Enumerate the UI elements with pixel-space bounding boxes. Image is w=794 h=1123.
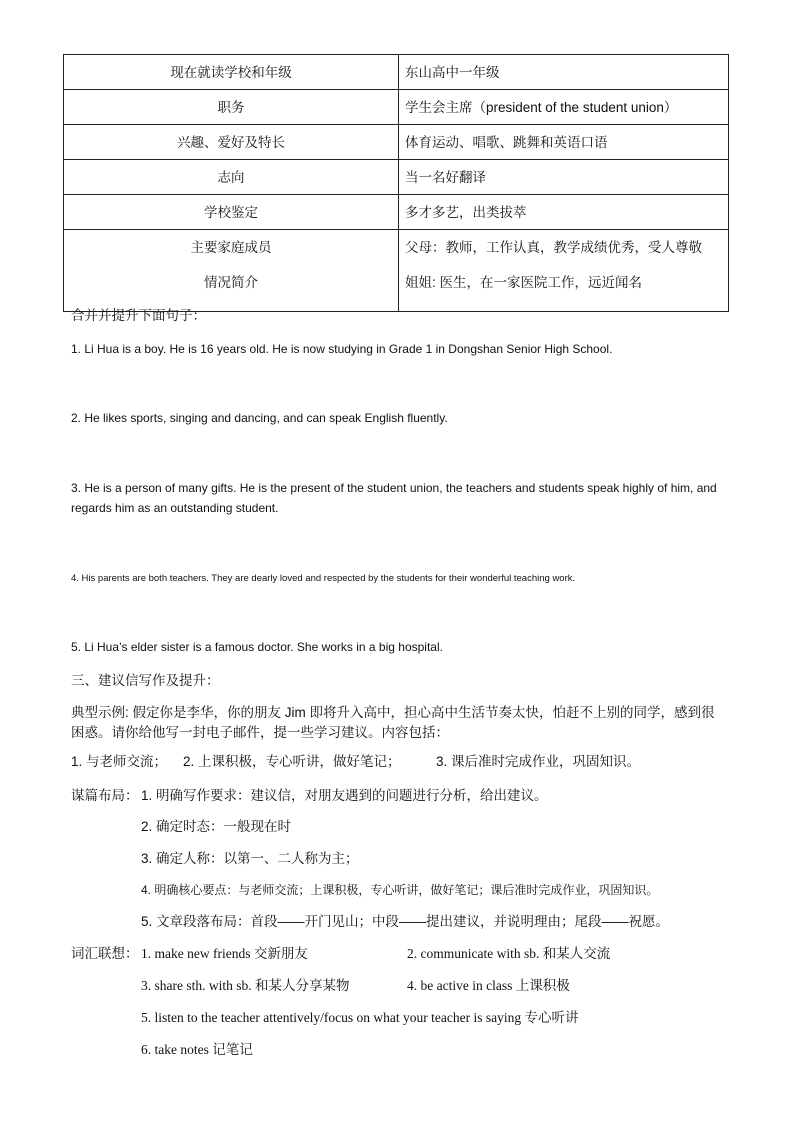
- vocab-item: 1. make new friends 交新朋友: [141, 946, 308, 961]
- table-row: [64, 90, 729, 125]
- combine-heading: 合并并提升下面句子：: [71, 308, 206, 323]
- content-point: 1. 与老师交流；: [71, 754, 168, 769]
- family-value-cell: [399, 230, 729, 312]
- row-value: 当一名好翻译: [399, 160, 729, 195]
- family-label-line1: 主要家庭成员: [190, 240, 272, 255]
- family-value-line1: 父母：教师，工作认真，教学成绩优秀，受人尊敬: [405, 240, 702, 255]
- family-label-cell: [64, 230, 399, 312]
- vocab-label: 词汇联想：: [71, 946, 139, 961]
- section3-heading: 三、建议信写作及提升：: [71, 673, 220, 688]
- vocab-item: 6. take notes 记笔记: [141, 1042, 253, 1057]
- layout-label: 谋篇布局：: [71, 788, 139, 803]
- layout-item: 4. 明确核心要点：与老师交流；上课积极，专心听讲，做好笔记；课后准时完成作业，巩固知识。: [141, 883, 659, 897]
- vocab-item: 5. listen to the teacher attentively/focus on what your teacher is saying 专心听讲: [141, 1010, 579, 1025]
- example-prompt: 典型示例: 假定你是李华，你的朋友 Jim 即将升入高中，担心高中生活节奏太快，怕赶不上别的同学，感到很困惑。请你给他写一封电子邮件，提一些学习建议。内容包括：: [71, 705, 715, 740]
- table-row: [64, 125, 729, 160]
- vocab-item: 2. communicate with sb. 和某人交流: [407, 946, 611, 961]
- sentence-3: 3. He is a person of many gifts. He is the present of the student union, the teachers and students speak highly of him, and regards him as an outstanding student.: [71, 481, 717, 515]
- family-value-line2: 姐姐: 医生，在一家医院工作，远近闻名: [405, 275, 643, 290]
- row-value: 学生会主席（president of the student union）: [399, 90, 729, 125]
- sentence-5: 5. Li Hua’s elder sister is a famous doctor. She works in a big hospital.: [71, 640, 443, 654]
- sentence-1: 1. Li Hua is a boy. He is 16 years old. He is now studying in Grade 1 in Dongshan Senior High School.: [71, 342, 613, 356]
- table-row: [64, 195, 729, 230]
- row-value: 东山高中一年级: [399, 55, 729, 90]
- table-row: [64, 160, 729, 195]
- sentence-4: 4. His parents are both teachers. They are dearly loved and respected by the students for their wonderful teaching work.: [71, 573, 576, 584]
- table-row: [64, 55, 729, 90]
- row-label: 志向: [64, 160, 399, 195]
- vocab-item: 4. be active in class 上课积极: [407, 978, 570, 993]
- content-point: 3. 课后准时完成作业，巩固知识。: [436, 754, 641, 769]
- row-value: 体育运动、唱歌、跳舞和英语口语: [399, 125, 729, 160]
- sentence-2: 2. He likes sports, singing and dancing, and can speak English fluently.: [71, 411, 448, 425]
- layout-item: 3. 确定人称：以第一、二人称为主；: [141, 851, 359, 866]
- student-info-table: [63, 54, 729, 312]
- row-label: 职务: [64, 90, 399, 125]
- row-value: 多才多艺，出类拔萃: [399, 195, 729, 230]
- row-label: 现在就读学校和年级: [64, 55, 399, 90]
- row-label: 学校鉴定: [64, 195, 399, 230]
- table-row-family: [64, 230, 729, 312]
- layout-item: 5. 文章段落布局：首段——开门见山；中段——提出建议，并说明理由；尾段——祝愿。: [141, 914, 670, 929]
- layout-item: 2. 确定时态：一般现在时: [141, 819, 292, 834]
- row-label: 兴趣、爱好及特长: [64, 125, 399, 160]
- family-label-line2: 情况简介: [204, 275, 258, 290]
- content-point: 2. 上课积极，专心听讲，做好笔记；: [183, 754, 401, 769]
- layout-item: 1. 明确写作要求：建议信，对朋友遇到的问题进行分析，给出建议。: [141, 788, 548, 803]
- vocab-item: 3. share sth. with sb. 和某人分享某物: [141, 978, 350, 993]
